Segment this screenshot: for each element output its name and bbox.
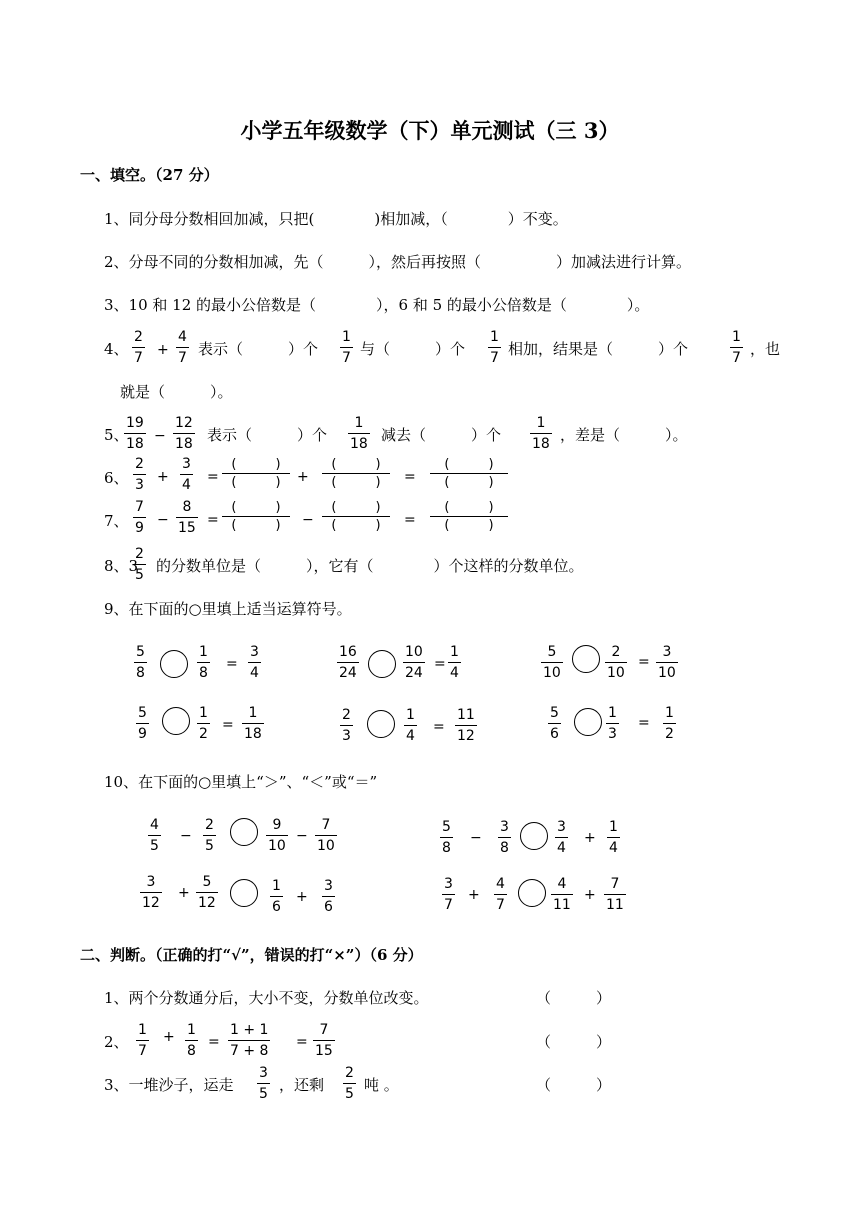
q9-2-equals: =: [434, 656, 446, 672]
q10-4-op1: +: [468, 887, 480, 903]
q9-2-a: 16 24: [339, 644, 357, 681]
q7-equals: =: [207, 512, 219, 528]
q9-4-a: 5 9: [138, 705, 147, 742]
q9-6-circle[interactable]: [574, 708, 602, 736]
q9-5-circle[interactable]: [367, 710, 395, 738]
q9-1-equals: =: [226, 656, 238, 672]
q10-4-c: 4 11: [553, 876, 571, 913]
q10-4-b: 4 7: [496, 876, 505, 913]
judge-q2-answer[interactable]: （ ）: [536, 1033, 612, 1051]
q7-minus-2: −: [302, 512, 314, 528]
q4-fraction-1: 2 7: [134, 329, 143, 366]
q5-minus: −: [154, 428, 166, 444]
q4-text-4: ，也: [750, 340, 781, 358]
q10-3-c: 1 6: [272, 878, 281, 915]
q4-unit-fraction-2: 1 7: [490, 329, 499, 366]
q6-plus: +: [157, 469, 169, 485]
q10-4-a: 3 7: [444, 876, 453, 913]
q2-text: 2、分母不同的分数相加减，先（ ），然后再按照（ ）加减法进行计算。: [104, 253, 692, 271]
q9-1-circle[interactable]: [160, 650, 188, 678]
q7-fraction-2: 8 15: [178, 499, 196, 536]
q10-3-a: 3 12: [142, 874, 160, 911]
q3-text: 3、10 和 12 的最小公倍数是（ ），6 和 5 的最小公倍数是（ ）。: [104, 296, 650, 314]
q7-blank-3[interactable]: ( ) ( ): [430, 501, 508, 532]
judge-q2-f3: 1 + 1 7 + 8: [230, 1022, 269, 1059]
q9-2-circle[interactable]: [368, 650, 396, 678]
judge-q2-f1: 1 7: [138, 1022, 147, 1059]
q10-3-op1: +: [178, 885, 190, 901]
q4-text-1: 表示（ ）个: [198, 340, 319, 358]
judge-q2-f4: 7 15: [315, 1022, 333, 1059]
q6-plus-2: +: [297, 469, 309, 485]
q7-blank-1[interactable]: ( ) ( ): [222, 501, 290, 532]
q10-4-circle[interactable]: [518, 879, 546, 907]
q4-fraction-2: 4 7: [178, 329, 187, 366]
q9-5-b: 1 4: [406, 707, 415, 744]
q4-unit-fraction-1: 1 7: [342, 329, 351, 366]
q10-3-op2: +: [296, 889, 308, 905]
q9-4-circle[interactable]: [162, 707, 190, 735]
q6-number: 6、: [104, 469, 129, 487]
judge-q3-f1: 3 5: [259, 1065, 268, 1102]
q9-3-b: 2 10: [607, 644, 625, 681]
q10-3-e: 3 6: [324, 878, 333, 915]
q10-4-op2: +: [584, 887, 596, 903]
q10-2-circle[interactable]: [520, 822, 548, 850]
q9-5-c: 11 12: [457, 707, 475, 744]
q5-text-2: 减去（ ）个: [381, 426, 502, 444]
q5-number: 5、: [104, 426, 129, 444]
q10-3-circle[interactable]: [230, 879, 258, 907]
judge-q3-text-1: 3、一堆沙子，运走: [104, 1076, 234, 1094]
q8-text: 的分数单位是（ ），它有（ ）个这样的分数单位。: [156, 557, 584, 575]
q9-4-equals: =: [222, 717, 234, 733]
q4-line2: 就是（ ）。: [120, 383, 233, 401]
q9-5-a: 2 3: [342, 707, 351, 744]
q6-blank-2[interactable]: ( ) ( ): [322, 458, 390, 489]
judge-q2-equals-2: =: [296, 1034, 308, 1050]
judge-q2-plus: +: [163, 1029, 175, 1045]
q10-4-e: 7 11: [606, 876, 624, 913]
q9-6-c: 1 2: [665, 705, 674, 742]
q10-2-op1: −: [470, 830, 482, 846]
q6-fraction-2: 3 4: [182, 456, 191, 493]
q10-2-e: 1 4: [609, 819, 618, 856]
q10-1-e: 7 10: [317, 817, 335, 854]
judge-q2-f2: 1 8: [187, 1022, 196, 1059]
judge-q2-equals: =: [208, 1034, 220, 1050]
judge-q1-answer[interactable]: （ ）: [536, 989, 612, 1007]
q10-2-a: 5 8: [442, 819, 451, 856]
q10-2-b2: 3 4: [557, 819, 566, 856]
q6-equals: =: [207, 469, 219, 485]
q10-1-circle[interactable]: [230, 818, 258, 846]
q10-2-b: 3 8: [500, 819, 509, 856]
q7-number: 7、: [104, 512, 129, 530]
q5-text-3: ，差是（ ）。: [560, 426, 688, 444]
q7-fraction-1: 7 9: [135, 499, 144, 536]
judge-q2-number: 2、: [104, 1033, 129, 1051]
q5-text-1: 表示（ ）个: [207, 426, 328, 444]
page-title: 小学五年级数学（下）单元测试（三 3）: [240, 118, 620, 143]
judge-q3-text-2: ，还剩: [279, 1076, 325, 1094]
q5-fraction-1: 19 18: [126, 415, 144, 452]
q5-unit-fraction-2: 1 18: [532, 415, 550, 452]
q7-blank-2[interactable]: ( ) ( ): [322, 501, 390, 532]
q9-6-equals: =: [638, 715, 650, 731]
judge-q3-answer[interactable]: （ ）: [536, 1076, 612, 1094]
q9-text: 9、在下面的○里填上适当运算符号。: [104, 600, 352, 618]
q8-fraction: 2 5: [135, 546, 144, 583]
q9-3-c: 3 10: [658, 644, 676, 681]
q9-1-c: 3 4: [250, 644, 259, 681]
q4-text-2: 与（ ）个: [360, 340, 466, 358]
q4-unit-fraction-3: 1 7: [732, 329, 741, 366]
q10-3-b: 5 12: [198, 874, 216, 911]
q6-blank-3[interactable]: ( ) ( ): [430, 458, 508, 489]
q9-1-b: 1 8: [199, 644, 208, 681]
q5-fraction-2: 12 18: [175, 415, 193, 452]
q9-6-a: 5 6: [550, 705, 559, 742]
q7-equals-2: =: [404, 512, 416, 528]
judge-q1-text: 1、两个分数通分后，大小不变，分数单位改变。: [104, 989, 429, 1007]
q10-text: 10、在下面的○里填上“＞”、“＜”或“＝”: [104, 773, 378, 791]
q9-6-b: 1 3: [608, 705, 617, 742]
q9-2-c: 1 4: [450, 644, 459, 681]
q9-3-circle[interactable]: [572, 645, 600, 673]
q10-1-a: 4 5: [150, 817, 159, 854]
q9-2-b: 10 24: [405, 644, 423, 681]
q10-1-op1: −: [180, 828, 192, 844]
q9-3-a: 5 10: [543, 644, 561, 681]
judge-q3-f2: 2 5: [345, 1065, 354, 1102]
q9-3-equals: =: [638, 654, 650, 670]
q8-number: 8、3: [104, 557, 139, 575]
q9-4-c: 1 18: [244, 705, 262, 742]
q10-1-b: 2 5: [205, 817, 214, 854]
section2-heading: 二、判断。（正确的打“√”，错误的打“×”）（6 分）: [80, 946, 423, 964]
q4-plus: +: [157, 342, 169, 358]
q10-2-op2: +: [584, 830, 596, 846]
q9-1-a: 5 8: [136, 644, 145, 681]
q4-text-3: 相加，结果是（ ）个: [508, 340, 689, 358]
q6-blank-1[interactable]: ( ) ( ): [222, 458, 290, 489]
judge-q3-text-3: 吨 。: [364, 1076, 399, 1094]
q7-minus: −: [157, 512, 169, 528]
q10-1-op2: −: [296, 828, 308, 844]
q9-4-b: 1 2: [199, 705, 208, 742]
q1-text: 1、同分母分数相回加减，只把( )相加减，（ ）不变。: [104, 210, 568, 228]
q10-1-c: 9 10: [268, 817, 286, 854]
q4-number: 4、: [104, 340, 129, 358]
q5-unit-fraction-1: 1 18: [350, 415, 368, 452]
q9-5-equals: =: [433, 719, 445, 735]
section1-heading: 一、填空。（27 分）: [80, 166, 219, 184]
q6-equals-2: =: [404, 469, 416, 485]
q6-fraction-1: 2 3: [135, 456, 144, 493]
